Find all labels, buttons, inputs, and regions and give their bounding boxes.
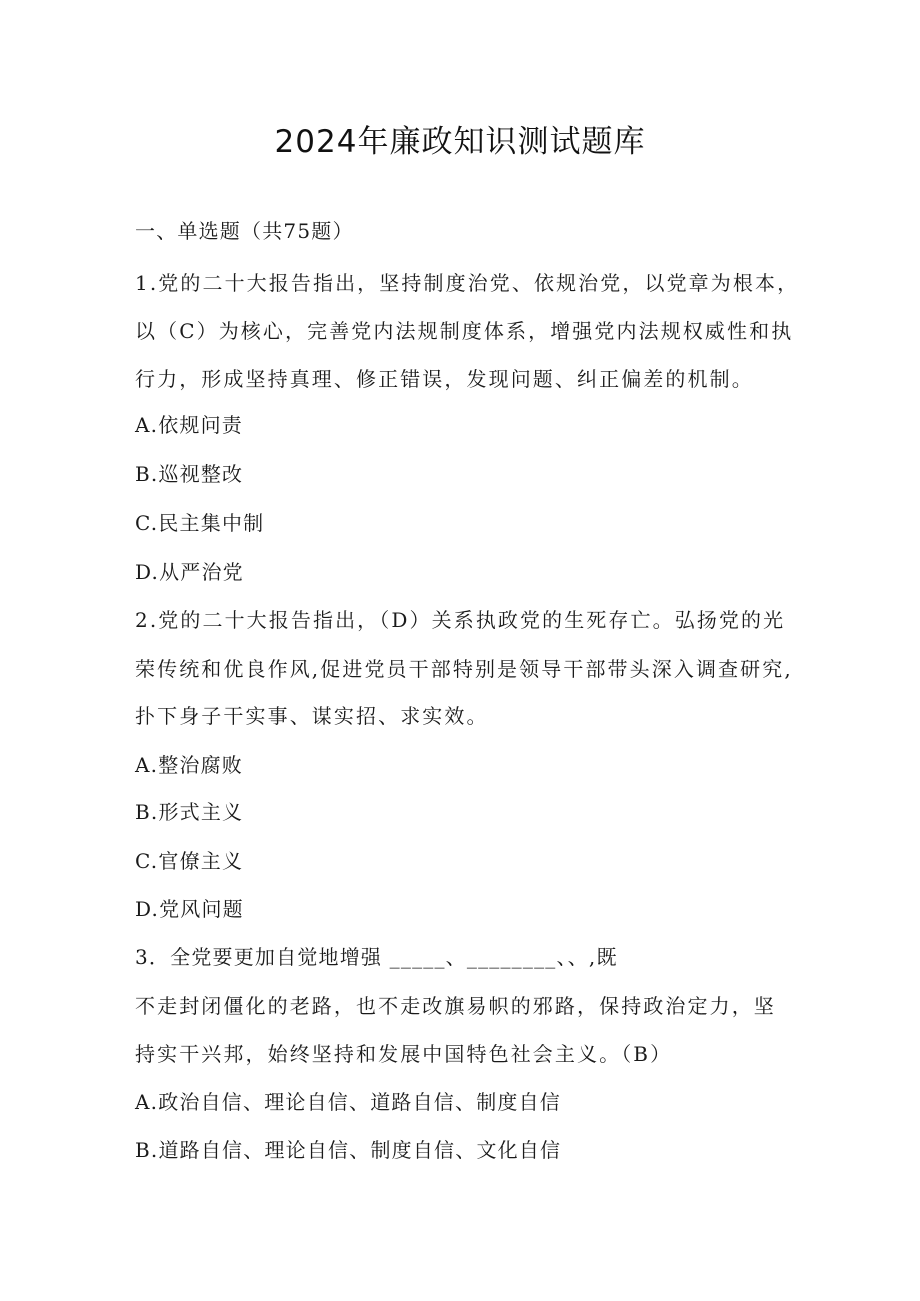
question-3-line-3: 持实干兴邦，始终坚持和发展中国特色社会主义。（B） <box>135 1042 673 1066</box>
question-3-option-b: B.道路自信、理论自信、制度自信、文化自信 <box>135 1138 562 1162</box>
question-1-line-1: 1.党的二十大报告指出，坚持制度治党、依规治党，以党章为根本， <box>135 271 800 295</box>
question-2-line-2: 荣传统和优良作风,促进党员干部特别是领导干部带头深入调查研究, <box>135 657 793 681</box>
question-1-line-3: 行力，形成坚持真理、修正错误，发现问题、纠正偏差的机制。 <box>135 367 754 391</box>
question-2-option-c: C.官僚主义 <box>135 849 244 873</box>
section-header: 一、单选题（共75题） <box>135 219 354 243</box>
question-1-line-2: 以（C）为核心，完善党内法规制度体系，增强党内法规权威性和执 <box>135 319 794 343</box>
question-2-option-a: A.整治腐败 <box>135 753 244 777</box>
question-2-option-d: D.党风问题 <box>135 897 244 921</box>
question-2-line-1: 2.党的二十大报告指出，（D）关系执政党的生死存亡。弘扬党的光 <box>135 608 786 632</box>
document-title: 2024年廉政知识测试题库 <box>274 124 646 160</box>
question-2-line-3: 扑下身子干实事、谋实招、求实效。 <box>135 704 489 728</box>
question-3-line-2: 不走封闭僵化的老路，也不走改旗易帜的邪路，保持政治定力，坚 <box>135 994 776 1018</box>
question-1-option-c: C.民主集中制 <box>135 511 265 535</box>
question-1-option-a: A.依规问责 <box>135 413 244 437</box>
question-3-line-1: 3．全党要更加自觉地增强 _____、________、、,既 <box>135 945 618 969</box>
question-3-option-a: A.政治自信、理论自信、道路自信、制度自信 <box>135 1090 562 1114</box>
question-1-option-b: B.巡视整改 <box>135 462 244 486</box>
question-1-option-d: D.从严治党 <box>135 560 244 584</box>
question-2-option-b: B.形式主义 <box>135 800 244 824</box>
